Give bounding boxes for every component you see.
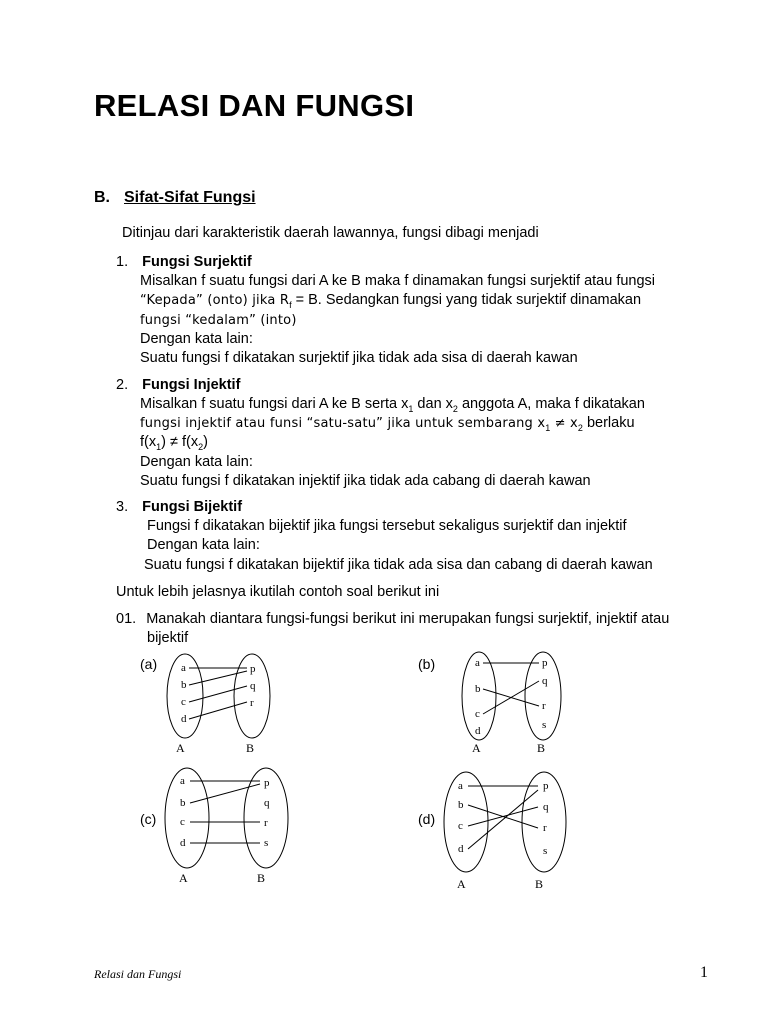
set-b-label: B [535,877,544,891]
page-number: 1 [700,964,708,981]
codomain-p: p [264,777,270,789]
closing-text: Untuk lebih jelasnya ikutilah contoh soal berikut ini [116,584,440,600]
codomain-s: s [542,719,547,731]
codomain-q: q [264,797,270,809]
domain-d: d [458,843,464,855]
diagram-c [160,764,300,890]
codomain-s: s [543,845,548,857]
domain-c: c [180,816,185,828]
item-2-line-3: $f(x_1) \ne f(x_2)$ [140,434,208,452]
domain-c: c [475,708,480,720]
section-heading [94,189,256,207]
item-3-line-3: Suatu fungsi f dikatakan bijektif jika tidak ada sisa dan cabang di daerah kawan [144,557,653,573]
arrow-d-r [189,702,247,719]
domain-b: b [458,799,464,811]
domain-c: c [181,696,186,708]
item-1-line-4: Dengan kata lain: [140,331,253,347]
item-3-line-1: Fungsi f dikatakan bijektif jika fungsi tersebut sekaligus surjektif dan injektif [147,518,627,534]
diagram-b [455,648,570,760]
domain-a: a [475,657,480,669]
page-title: RELASI DAN FUNGSI [94,88,415,123]
item-2-line-5: Suatu fungsi f dikatakan injektif jika tidak ada cabang di daerah kawan [140,473,591,489]
domain-a: a [180,775,185,787]
question-line-1: 01. Manakah diantara fungsi-fungsi berikut ini merupakan fungsi surjektif, injektif atau [116,611,670,627]
codomain-p: p [250,663,256,675]
diagram-c-label: (c) [140,811,157,827]
domain-a: a [181,662,186,674]
diagram-d [440,768,580,894]
question-line-2: bijektif [147,630,189,646]
diagram-a-label: (a) [140,656,158,672]
arrow-c-q [468,807,538,826]
set-a-label: A [176,741,185,755]
set-a-ellipse [165,768,209,868]
item-3-line-2: Dengan kata lain: [147,537,260,553]
domain-d: d [180,837,186,849]
domain-b: b [181,679,187,691]
item-3-heading: Fungsi Bijektif [142,499,243,515]
codomain-q: q [542,675,548,687]
set-a-label: A [472,741,481,755]
arrow-d-p [468,790,538,849]
item-3-heading-row [116,498,242,518]
diagram-b-label: (b) [418,656,436,672]
item-2-line-1: Misalkan f suatu fungsi dari A ke B serta $x_1$ dan $x_2$ anggota A, maka f dikatakan [140,396,645,414]
codomain-r: r [542,700,546,712]
codomain-r: r [250,697,254,709]
domain-d: d [181,713,187,725]
domain-b: b [180,797,186,809]
set-b-label: B [246,741,255,755]
domain-c: c [458,820,463,832]
intro-text: Ditinjau dari karakteristik daerah lawannya, fungsi dibagi menjadi [122,225,539,241]
item-2-line-2: fungsi injektif atau funsi “satu-satu” jika untuk sembarang $x_1 \ne x_2$ berlaku [140,415,635,433]
codomain-s: s [264,837,269,849]
domain-a: a [458,780,463,792]
item-1-line-1: Misalkan f suatu fungsi dari A ke B maka f dinamakan fungsi surjektif atau fungsi [140,273,656,289]
arrow-b-p [190,784,260,803]
domain-b: b [475,683,481,695]
item-1-line-2: “Kepada” (onto) jika $R_f = B$. Sedangkan fungsi yang tidak surjektif dinamakan [140,292,642,310]
item-1-number: 1. [116,254,129,270]
codomain-p: p [543,780,549,792]
set-a-label: A [179,871,188,885]
item-1-line-5: Suatu fungsi f dikatakan surjektif jika tidak ada sisa di daerah kawan [140,350,578,366]
arrow-c-q [483,681,539,714]
codomain-r: r [543,822,547,834]
section-letter: B. [94,189,110,206]
codomain-q: q [250,680,256,692]
codomain-r: r [264,817,268,829]
codomain-p: p [542,657,548,669]
set-b-label: B [257,871,266,885]
item-3-number: 3. [116,499,129,515]
diagram-a [160,650,280,760]
item-2-line-4: Dengan kata lain: [140,454,253,470]
section-title: Sifat-Sifat Fungsi [124,189,256,206]
item-2-number: 2. [116,377,129,393]
question-number: 01. [116,611,137,627]
item-1-line-3: fungsi “kedalam” (into) [140,313,297,328]
item-1-heading: Fungsi Surjektif [142,254,252,270]
set-b-label: B [537,741,546,755]
set-a-label: A [457,877,466,891]
item-1-heading-row [116,253,252,273]
item-2-heading-row [116,376,240,396]
diagram-d-label: (d) [418,811,436,827]
domain-d: d [475,725,481,737]
footer-title: Relasi dan Fungsi [94,967,182,981]
item-2-heading: Fungsi Injektif [142,377,241,393]
arrow-c-q [189,686,247,702]
codomain-q: q [543,801,549,813]
arrow-b-p [189,671,247,685]
